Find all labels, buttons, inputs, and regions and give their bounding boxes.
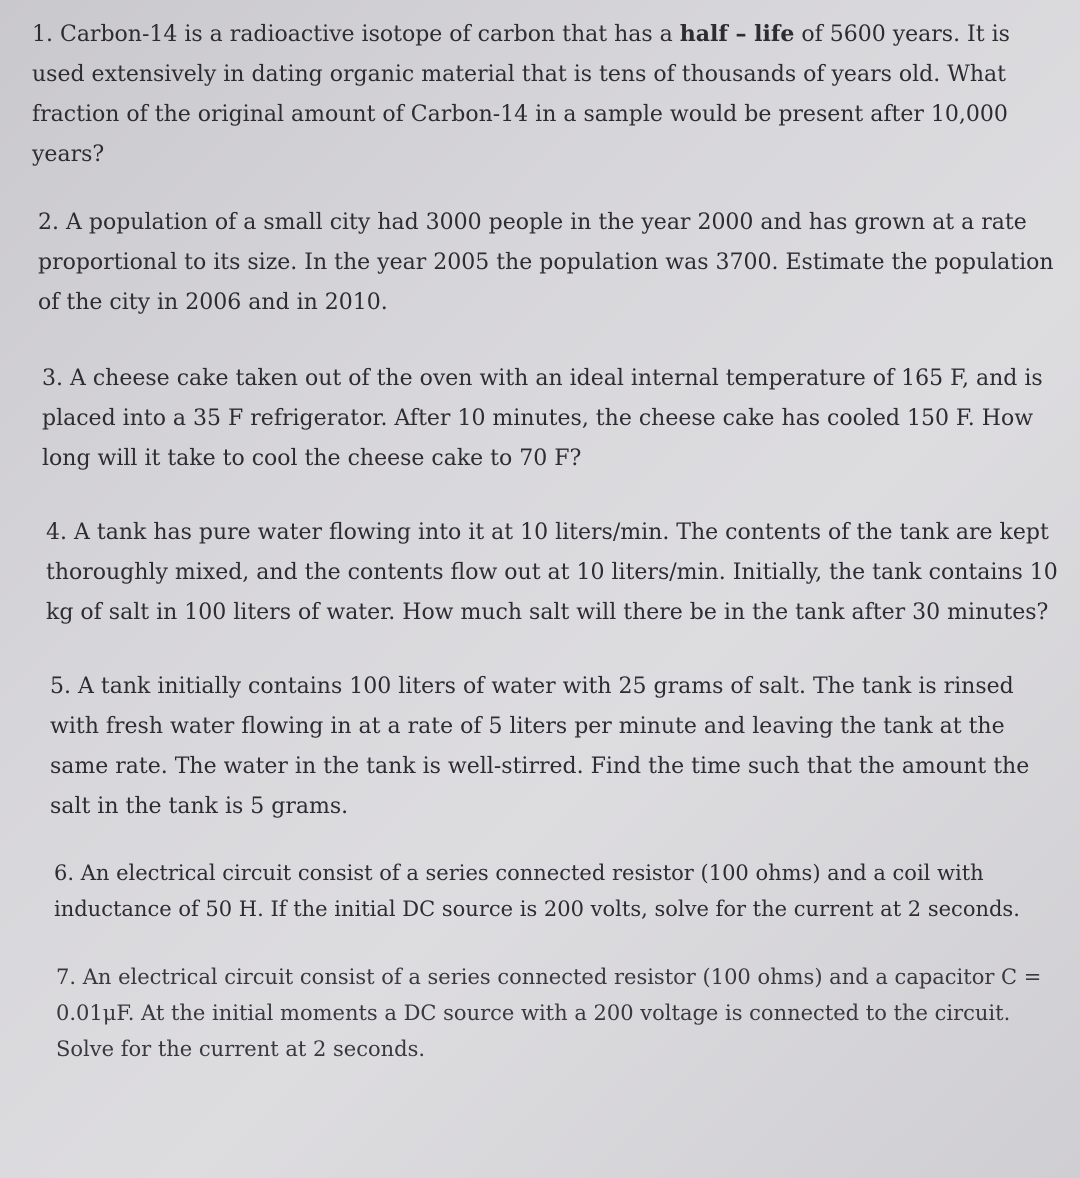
problem-1: [32, 14, 1060, 175]
problem-2: 2. A population of a small city had 3000 people in the year 2000 and has grown at a rate proportional to its size. In the year 2005 the population was 3700. Estimate the population of the city in 2006 and in 2010.: [38, 210, 1054, 315]
problem-7: 7. An electrical circuit consist of a series connected resistor (100 ohms) and a capacitor C = 0.01μF. At the initial moments a DC source with a 200 voltage is connected to the circuit. Solve for the current at 2 seconds.: [56, 965, 1042, 1061]
problem-1-text-end: of 5600 years. It is used extensively in dating organic material that is tens of thousands of years old. What fraction of the original amount of Carbon-14 in a sample would be present after 10,000 years?: [32, 22, 1010, 167]
problem-1-text-start: 1. Carbon-14 is a radioactive isotope of carbon that has a: [32, 22, 680, 47]
problem-5: 5. A tank initially contains 100 liters of water with 25 grams of salt. The tank is rinsed with fresh water flowing in at a rate of 5 liters per minute and leaving the tank at the same rate. The water in the tank is well-stirred. Find the time such that the amount the salt in the tank is 5 grams.: [50, 674, 1030, 819]
problem-6: 6. An electrical circuit consist of a series connected resistor (100 ohms) and a coil with inductance of 50 H. If the initial DC source is 200 volts, solve for the current at 2 seconds.: [54, 861, 1020, 921]
problem-4: 4. A tank has pure water flowing into it at 10 liters/min. The contents of the tank are kept thoroughly mixed, and the contents flow out at 10 liters/min. Initially, the tank contains 10 kg of salt in 100 liters of water. How much salt will there be in the tank after 30 minutes?: [46, 520, 1058, 625]
problem-1-bold-term: half – life: [679, 21, 795, 47]
problem-3: 3. A cheese cake taken out of the oven with an ideal internal temperature of 165 F, and is placed into a 35 F refrigerator. After 10 minutes, the cheese cake has cooled 150 F. How long will it take to cool the cheese cake to 70 F?: [42, 366, 1043, 471]
